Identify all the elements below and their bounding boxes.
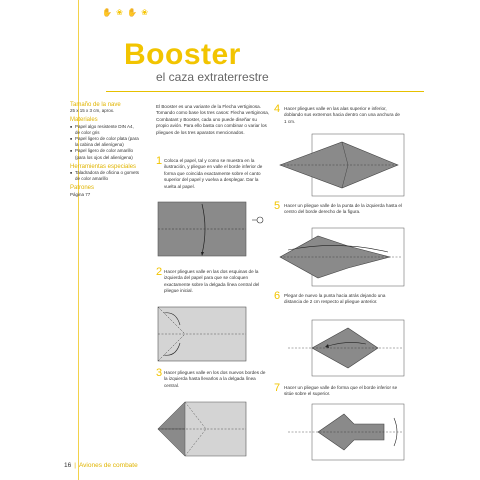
step-number: 2: [156, 266, 163, 278]
step-2-illustration: [156, 305, 266, 363]
step-1-illustration: [156, 200, 276, 258]
tool-item: ■ Taladradora de oficina o gomets de color amarillo: [70, 170, 140, 182]
step-number: 3: [156, 367, 163, 379]
size-heading: Tamaño de la nave: [70, 102, 121, 108]
step-text: Hacer un pliegue valle de forma que el borde inferior se sitúe sobre el superior.: [284, 385, 398, 397]
page-footer: [64, 462, 138, 469]
step-text: Hacer pliegues valle en las alas superior e inferior, doblando sus extremos hacia dentro con una anchura de 1 cm.: [284, 106, 400, 124]
step-number: 6: [274, 290, 281, 302]
page-subtitle: el caza extraterrestre: [156, 70, 269, 84]
step-number: 4: [274, 103, 281, 115]
step-5-illustration: [278, 226, 410, 288]
tools-heading: Herramientas especiales: [70, 163, 137, 170]
info-sidebar: [70, 102, 140, 201]
step-6-illustration: [278, 318, 410, 378]
margin-guide-line: [78, 0, 79, 480]
step-text: Coloca el papel, tal y como se muestra en la ilustración, y pliegue en valle el borde inferior de forma que coincida exactamente sobre el canto superior del papel y vuelva a desplegar. Dar la vuelta al papel.: [164, 158, 263, 189]
step-text: Hacer un pliegue valle de la punta de la izquierda hasta el centro del borde derecho de la figura.: [284, 203, 402, 215]
step-7-illustration: [278, 402, 410, 462]
decorative-icon-row: ✋ ❀ ✋ ❀: [102, 8, 149, 17]
step-number: 5: [274, 200, 281, 212]
title-divider: [106, 91, 424, 92]
footer-separator: |: [74, 462, 76, 469]
page-title: Booster: [124, 38, 241, 71]
step-4-illustration: [278, 132, 410, 198]
step-3-illustration: [156, 400, 266, 458]
step-number: 7: [274, 382, 281, 394]
material-item: ■ Papel algo resistente DIN A4, de color gris: [70, 124, 140, 136]
pattern-heading: Patrones: [70, 185, 95, 192]
material-item: ■ Papel ligero de color plata (para la cabina del alienígena): [70, 136, 140, 148]
step-number: 1: [156, 155, 163, 167]
step-text: Hacer pliegues valle en las dos esquinas de la izquierda del papel para que se coloquen exactamente sobre la delgada línea central del pliegue inicial.: [164, 269, 260, 294]
step-text: Hacer pliegues valle en los dos nuevos bordes de la izquierda hasta llevarlos a la delgada línea central.: [164, 370, 266, 388]
pattern-value: Página 77: [70, 191, 91, 197]
intro-paragraph: El Booster es una variante de la Flecha vertiginosa. Tomando como base los tres casos: Flecha vertiginosa, Combatant y Booster, cada uno puede diseñar su propio avión. Para ello basta con combinar o variar los pliegues de los tres aparatos mencionados.: [156, 104, 270, 135]
material-item: ■ Papel ligero de color amarillo (para los ojos del alienígena): [70, 148, 140, 160]
materials-heading: Materiales: [70, 117, 98, 124]
book-title: Aviones de combate: [78, 462, 138, 469]
page-number: 16: [64, 462, 72, 469]
step-text: Plegar de nuevo la punta hacia atrás dejando una distancia de 2 cm respecto al pliegue anterior.: [284, 293, 386, 305]
size-value: 25 x 15 x 3 cm, aprox.: [70, 108, 115, 114]
